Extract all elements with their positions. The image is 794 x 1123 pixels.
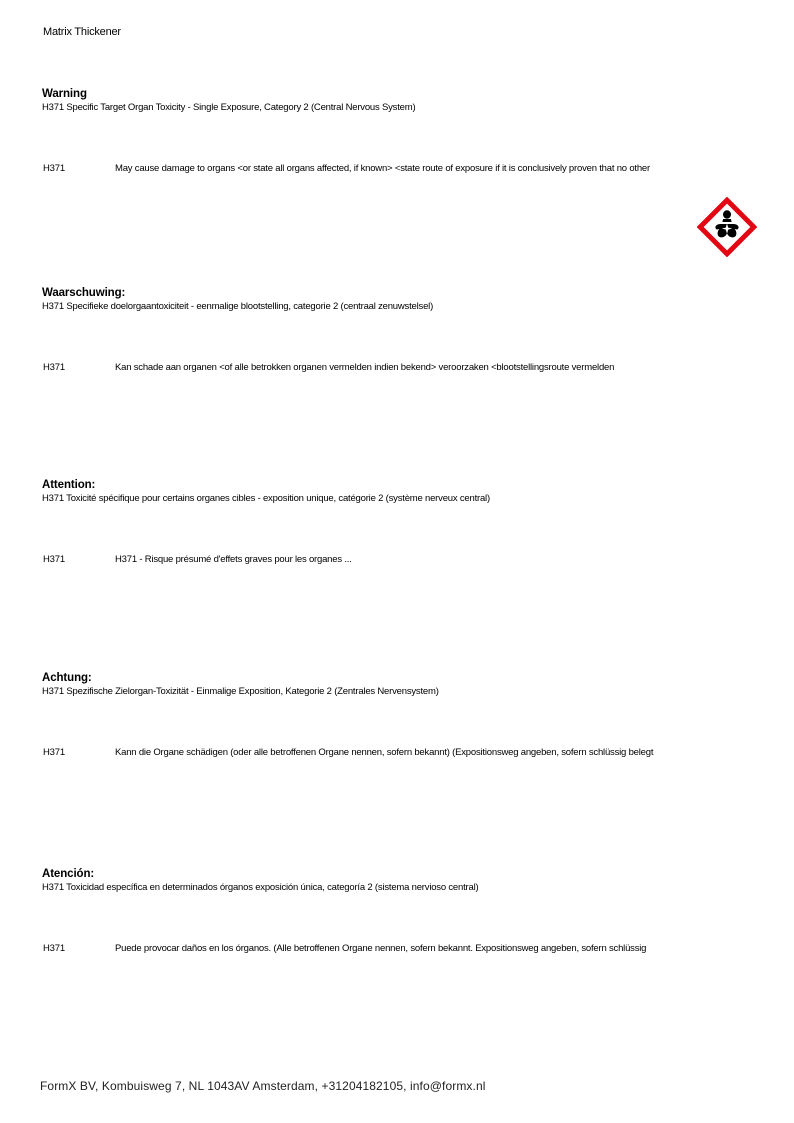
hazard-statement-code: H371 [43,747,65,758]
hazard-section-es [42,868,762,893]
company-footer: FormX BV, Kombuisweg 7, NL 1043AV Amsterdam, +31204182105, info@formx.nl [40,1079,486,1093]
hazard-classification: H371 Toxicité spécifique pour certains organes cibles - exposition unique, catégorie 2 (système nerveux central) [42,493,490,504]
hazard-classification: H371 Specifieke doelorgaantoxiciteit - eenmalige blootstelling, categorie 2 (centraal zenuwstelsel) [42,301,434,312]
hazard-statement-code: H371 [43,362,65,373]
signal-word: Attention: [42,479,96,491]
hazard-statement-code: H371 [43,943,65,954]
ghs08-health-hazard-icon [697,197,757,257]
hazard-section-nl [42,287,762,312]
hazard-statement-code: H371 [43,163,65,174]
document-title: Matrix Thickener [43,26,121,38]
hazard-statement-text: May cause damage to organs <or state all organs affected, if known> <state route of exposure if it is conclusively proven that no other [115,163,650,174]
hazard-section-de [42,672,762,697]
signal-word: Atención: [42,868,95,880]
hazard-section-fr [42,479,762,504]
hazard-statement-text: Kan schade aan organen <of alle betrokken organen vermelden indien bekend> veroorzaken <blootstellingsroute vermelden [115,362,615,373]
signal-word: Warning [42,88,87,100]
hazard-classification: H371 Spezifische Zielorgan-Toxizität - Einmalige Exposition, Kategorie 2 (Zentrales Nervensystem) [42,686,439,697]
hazard-statement-code: H371 [43,554,65,565]
hazard-section-en [42,88,762,113]
signal-word: Achtung: [42,672,92,684]
hazard-classification: H371 Specific Target Organ Toxicity - Single Exposure, Category 2 (Central Nervous System) [42,102,416,113]
hazard-statement-text: H371 - Risque présumé d'effets graves pour les organes ... [115,554,352,565]
hazard-statement-text: Kann die Organe schädigen (oder alle betroffenen Organe nennen, sofern bekannt) (Expositionsweg angeben, sofern schlüssig belegt [115,747,654,758]
health-hazard-pictogram [697,197,757,257]
signal-word: Waarschuwing: [42,287,126,299]
hazard-classification: H371 Toxicidad específica en determinados órganos exposición única, categoría 2 (sistema nervioso central) [42,882,479,893]
hazard-statement-text: Puede provocar daños en los órganos. (Alle betroffenen Organe nennen, sofern bekannt. Expositionsweg angeben, sofern schlüssig [115,943,647,954]
